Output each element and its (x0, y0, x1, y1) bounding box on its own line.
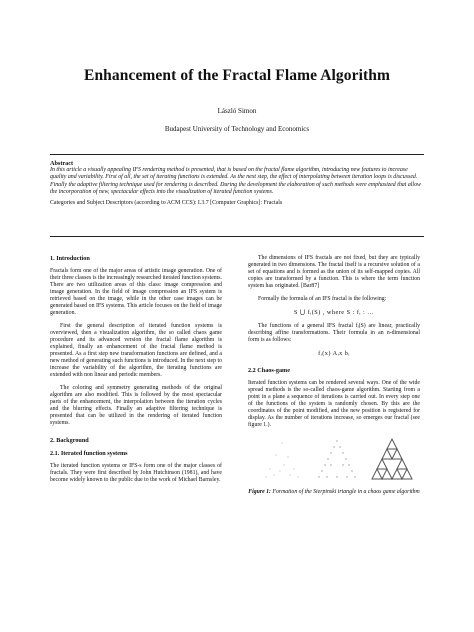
abstract-heading: Abstract (50, 160, 74, 167)
abstract-text: In this article a visually appealing IFS rendering method is presented, that is based on the fractal flame algorithm, introducing new features to increase quality and variability. First of all, the set of iterating functions is extended. As the next step, the effect of interpolating between iteration loops is discussed. Finally the adaptive filtering technique used for rendering is described. During the development the elaboration of such methods were emphasized that allow the incorporation of new, spectacular effects into the visualization of iterated function systems. (50, 167, 421, 195)
formula-affine: fᵢ(x) Aᵢx bᵢ (318, 350, 350, 357)
section-heading-background: 2. Background (50, 437, 89, 444)
abstract-bottom-rule (50, 236, 424, 237)
formula-ifs: S ⋃ fᵢ(S) , where S : fᵢ : … (294, 309, 374, 316)
section-heading-introduction: 1. Introduction (50, 255, 90, 262)
paragraph: Formally the formula of an IFS fractal is the following: (258, 296, 387, 302)
author-name: László Simon (217, 107, 257, 115)
figure-caption-label: Figure 1: (248, 489, 271, 495)
sierpinski-stage-3-image (368, 435, 416, 483)
abstract-section (50, 160, 424, 207)
sierpinski-stage-1-image (258, 435, 306, 483)
figure-caption (248, 489, 420, 496)
paper-title: Enhancement of the Fractal Flame Algorithm (84, 67, 390, 84)
paragraph: The iterated function systems or IFS-s form one of the major classes of fractals. They were first described by John Hutchinson (1981), and have become widely known to the public due to the work of Michael Barnsley. (50, 463, 222, 483)
author-affiliation: Budapest University of Technology and Economics (164, 125, 310, 133)
paragraph: First the general description of iterated function systems is overviewed, then a visualization algorithm, the so called chaos game procedure and its advanced version the fractal flame algorithm is explained, finally an enhancement of the fractal flame method is presented. As a first step new transformation functions are defined, and a new method of generating such functions is introduced. In the next step to increase the variability of the algorithm, the iterating functions are extended with non linear and periodic members. (50, 323, 222, 378)
subsection-heading-chaos-game: 2.2 Chaos-game (248, 367, 290, 374)
paragraph: The dimensions of IFS fractals are not fixed, but they are typically generated in two dimensions. The fractal itself is a recursive solution of a set of equations and is formed as the union of its self-mapped copies. All copies are transformed by a function. This is where the term function system has originated. [Bar87] (248, 255, 420, 289)
paragraph: Iterated function systems can be rendered several ways. One of the wide spread methods is the so-called chaos-game algorithm. Starting from a point in a plane a sequence of iterations is carried out. In every step one of the functions of the system is randomly chosen. By this are the coordinates of the point modified, and the new position is registered for display. As the number of iterations increase, so emerges our fractal (see figure 1.). (248, 380, 420, 428)
left-column (50, 255, 222, 490)
subject-categories: Categories and Subject Descriptors (according to ACM CCS): I.3.7 [Computer Graphics]: Fractals (50, 200, 283, 207)
figure-sierpinski (258, 435, 416, 485)
paragraph: The functions of a general IFS fractal fᵢ(S) are linear, practically describing affine transformations. Their formula in an n-dimensional form is as follows: (248, 323, 420, 343)
sierpinski-stage-2-image (313, 435, 361, 483)
figure-caption-text: Formation of the Sierpinski triangle in a chaos game algorithm (270, 489, 420, 495)
paragraph: The coloring and symmetry generating methods of the original algorithm are also modified. This is followed by the most spectacular parts of the enhancement, the interpolation between the iteration cycles and the blurring effects. Finally an adaptive filtering technique is presented that can be utilized in the rendering of iterated function systems. (50, 385, 222, 426)
abstract-top-rule (50, 154, 424, 155)
right-column (248, 255, 420, 496)
subsection-heading-ifs: 2.1. Iterated function systems (50, 450, 128, 457)
paragraph: Fractals form one of the major areas of artistic image generation. One of their three classes is the increasingly researched iterated function systems. There are two utilization areas of this class: image compression and image generation. In the field of image compression an IFS system is retrieved based on the image, while in the other case images can be generated based on IFS systems. This article focuses on the field of image generation. (50, 268, 222, 316)
